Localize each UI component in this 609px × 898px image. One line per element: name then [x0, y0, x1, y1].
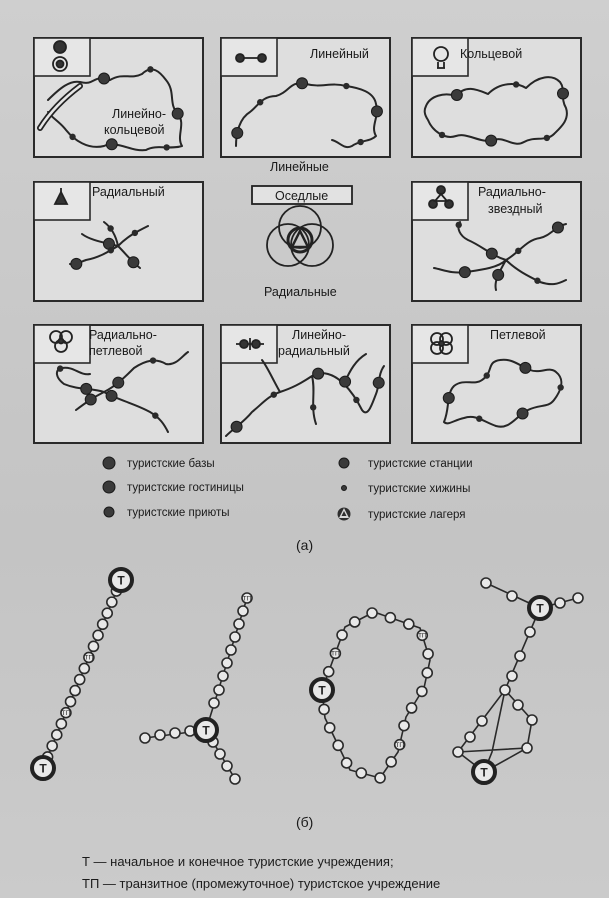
legend-label-6: туристские лагеря	[368, 509, 466, 521]
svg-text:Т: Т	[202, 723, 210, 738]
footnote	[82, 851, 602, 895]
stop-node	[342, 758, 352, 768]
route-stop-marker	[373, 377, 384, 388]
legend-label-1: туристские базы	[127, 458, 215, 470]
route-stop-marker	[371, 106, 382, 117]
stop-node	[93, 630, 103, 640]
transit-node	[61, 708, 71, 718]
route-stop-marker	[439, 132, 445, 138]
terminal-node	[473, 761, 495, 783]
route-stop-marker	[297, 78, 308, 89]
svg-text:ТП: ТП	[84, 654, 94, 662]
stop-node	[155, 730, 165, 740]
legend-label-4: туристские хижины	[368, 483, 471, 495]
stop-node	[356, 768, 366, 778]
stop-node	[555, 598, 565, 608]
route-stop-marker	[271, 391, 277, 397]
transit-node	[395, 740, 405, 750]
route-stop-marker	[150, 357, 156, 363]
stop-node	[238, 606, 248, 616]
route-stop-marker	[484, 372, 490, 378]
stop-node	[88, 641, 98, 651]
panel-label-radialno-zvezdny-2: звездный	[488, 202, 543, 216]
stop-node	[407, 703, 417, 713]
panel-label-radialno-petlevoy-2: петлевой	[89, 344, 143, 358]
route-stop-marker	[517, 408, 528, 419]
route-stop-marker	[451, 90, 462, 101]
scheme-nodes	[32, 569, 583, 784]
route-stop-marker	[515, 248, 521, 254]
route-stop-marker	[357, 139, 363, 145]
large-dot-icon	[103, 457, 115, 469]
terminal-node	[32, 757, 54, 779]
inset-icon-box	[221, 38, 277, 76]
panel-label-lineino-radialny-1: Линейно-	[292, 328, 347, 342]
large-dot-icon	[103, 481, 115, 493]
route-stop-marker	[113, 377, 124, 388]
route-stop-marker	[486, 248, 497, 259]
center-box-label: Оседлые	[275, 189, 329, 203]
transit-node	[330, 648, 340, 658]
route-stop-marker	[557, 384, 563, 390]
stop-node	[477, 716, 487, 726]
route-stop-marker	[544, 135, 550, 141]
stop-node	[170, 728, 180, 738]
route-stop-marker	[456, 222, 462, 228]
svg-text:Т: Т	[480, 765, 488, 780]
terminal-node	[195, 719, 217, 741]
route-stop-marker	[69, 134, 75, 140]
stop-node	[423, 649, 433, 659]
stop-node	[522, 743, 532, 753]
route-stop-marker	[552, 222, 563, 233]
stop-node	[215, 749, 225, 759]
route-stop-marker	[443, 392, 454, 403]
panel-label-lineiny: Линейный	[310, 47, 369, 61]
stop-node	[453, 747, 463, 757]
svg-text:Т: Т	[318, 683, 326, 698]
stop-node	[70, 686, 80, 696]
stop-node	[527, 715, 537, 725]
stop-node	[319, 704, 329, 714]
route-stop-marker	[231, 421, 242, 432]
route-stop-marker	[313, 368, 324, 379]
svg-text:ТП: ТП	[61, 710, 71, 718]
footnote-line-1: Т — начальное и конечное туристские учреждения;	[82, 854, 394, 869]
route-stop-marker	[152, 412, 158, 418]
stop-node	[325, 723, 335, 733]
medium-dot-icon	[104, 507, 114, 517]
route-stop-marker	[343, 83, 349, 89]
stop-node	[515, 651, 525, 661]
route-stop-marker	[513, 81, 519, 87]
transit-node	[84, 652, 94, 662]
route-stop-marker	[520, 362, 531, 373]
svg-text:ТП: ТП	[242, 595, 252, 603]
stop-node	[79, 663, 89, 673]
route-stop-marker	[128, 257, 139, 268]
stop-node	[214, 685, 224, 695]
stop-node	[513, 700, 523, 710]
route-stop-marker	[107, 225, 113, 231]
route-stop-marker	[534, 278, 540, 284]
route-stop-marker	[353, 397, 359, 403]
route-stop-marker	[557, 88, 568, 99]
svg-text:Т: Т	[117, 573, 125, 588]
stop-node	[507, 671, 517, 681]
stop-node	[465, 732, 475, 742]
panel-label-radialno-petlevoy-1: Радиально-	[89, 328, 157, 342]
panel-label-lineino-koltsevoy-2: кольцевой	[104, 123, 165, 137]
legend-label-5: туристские приюты	[127, 507, 230, 519]
caption-b: (б)	[296, 814, 314, 830]
stop-node	[337, 630, 347, 640]
route-stop-marker	[106, 139, 117, 150]
svg-text:ТП: ТП	[417, 632, 427, 640]
stop-node	[75, 675, 85, 685]
route-stop-marker	[493, 269, 504, 280]
stop-node	[102, 608, 112, 618]
transit-node	[417, 630, 427, 640]
camp-icon	[338, 508, 351, 521]
route-stop-marker	[257, 99, 263, 105]
stop-node	[399, 721, 409, 731]
stop-node	[107, 597, 117, 607]
footnote-line-2: ТП — транзитное (промежуточное) туристское учреждение	[82, 876, 441, 891]
stop-node	[525, 627, 535, 637]
small-dot-icon	[342, 486, 347, 491]
panel-label-radialny: Радиальный	[92, 185, 165, 199]
legend-label-2: туристские станции	[368, 458, 473, 470]
panel-label-petlevoy: Петлевой	[490, 328, 546, 342]
route-stop-marker	[310, 404, 316, 410]
stop-node	[234, 619, 244, 629]
panel-label-koltsevoy: Кольцевой	[460, 47, 523, 61]
route-stop-marker	[163, 144, 169, 150]
svg-text:ТП: ТП	[395, 741, 405, 749]
route-stop-marker	[132, 230, 138, 236]
stop-node	[66, 697, 76, 707]
stop-node	[324, 667, 334, 677]
panel-label-lineino-koltsevoy-1: Линейно-	[112, 107, 167, 121]
stop-node	[481, 578, 491, 588]
stop-node	[375, 773, 385, 783]
terminal-node	[311, 679, 333, 701]
stop-node	[367, 608, 377, 618]
stop-node	[98, 619, 108, 629]
route-stop-marker	[459, 267, 470, 278]
stop-node	[333, 740, 343, 750]
stop-node	[209, 698, 219, 708]
stop-node	[222, 658, 232, 668]
stop-node	[222, 761, 232, 771]
route-stop-marker	[147, 66, 153, 72]
panel-label-radialno-zvezdny-1: Радиально-	[478, 185, 546, 199]
stop-node	[404, 619, 414, 629]
route-stop-marker	[340, 376, 351, 387]
terminal-node	[529, 597, 551, 619]
route-stop-marker	[57, 365, 63, 371]
route-stop-marker	[99, 73, 110, 84]
transit-node	[242, 593, 252, 603]
route-stop-marker	[106, 390, 117, 401]
caption-a: (а)	[296, 537, 314, 553]
stop-node	[500, 685, 510, 695]
stop-node	[218, 671, 228, 681]
center-top-label: Линейные	[270, 160, 329, 174]
stop-node	[350, 617, 360, 627]
legend-label-3: туристские гостиницы	[127, 482, 244, 494]
scheme-radial-line	[145, 598, 247, 779]
stop-node	[417, 686, 427, 696]
route-stop-marker	[85, 394, 96, 405]
route-stop-marker	[71, 258, 82, 269]
route-stop-marker	[486, 135, 497, 146]
svg-text:Т: Т	[536, 601, 544, 616]
stop-node	[386, 757, 396, 767]
route-stop-marker	[108, 247, 114, 253]
stop-node	[573, 593, 583, 603]
stop-node	[56, 719, 66, 729]
stop-node	[230, 774, 240, 784]
stop-node	[422, 668, 432, 678]
stop-node	[230, 632, 240, 642]
route-stop-marker	[232, 127, 243, 138]
stop-node	[385, 613, 395, 623]
route-stop-marker	[81, 383, 92, 394]
stop-node	[47, 741, 57, 751]
terminal-node	[110, 569, 132, 591]
stop-node	[140, 733, 150, 743]
stop-node	[52, 730, 62, 740]
svg-text:Т: Т	[39, 761, 47, 776]
svg-text:ТП: ТП	[331, 650, 340, 658]
route-stop-marker	[476, 416, 482, 422]
scheme-mixed-line	[458, 583, 578, 772]
center-bottom-label: Радиальные	[264, 285, 337, 299]
medium-dot-icon	[339, 458, 349, 468]
route-stop-marker	[172, 108, 183, 119]
stop-node	[507, 591, 517, 601]
route-schemes-b	[43, 580, 578, 779]
stop-node	[226, 645, 236, 655]
panel-label-lineino-radialny-2: радиальный	[278, 344, 350, 358]
